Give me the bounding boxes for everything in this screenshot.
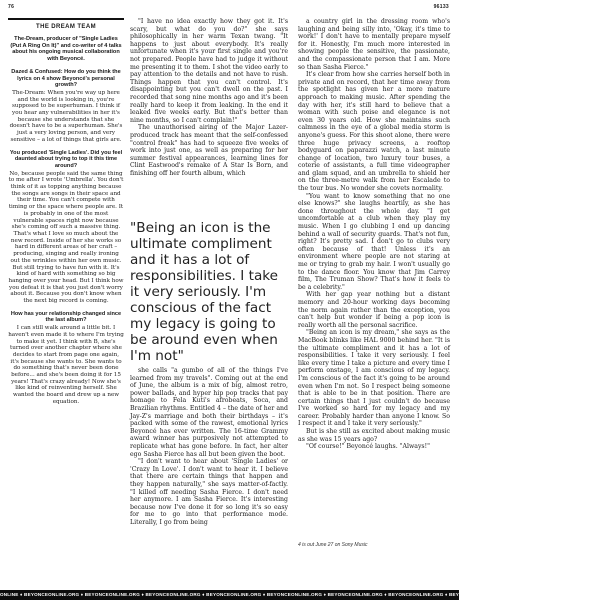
article-paragraph: "Of course!" Beyoncé laughs. "Always!" — [306, 443, 430, 451]
article-paragraph: "I have no idea exactly how they got it. It's scary, but what do you do?" she says philosophically in her warm Texan twang. "It happens to just about everybody. It's really unfortunate when it's your first single and you're not prepared. People have had to judge it without me presenting it to them. I shot the video early to pay attention to the details and not have to rush. Things happen that you can't control. It's disappointing but you can't dwell on the past. I recorded that song nine months ago and it's been really hard to keep it from leaking. In the end it leaked five weeks early. But that's better than nine months, so I can't complain!" — [130, 18, 288, 124]
pull-quote: "Being an icon is the ultimate compliment and it has a lot of responsibilities. I take it very seriously. I'm conscious of the fact my legacy is going to be around even when I'm not" — [130, 220, 279, 364]
sidebar-answer-3: I can still walk around a little bit. I haven't even made it to where I'm trying to make it yet. I think with B, she's turned over another chapter where she decides to start from page one again, it's because she wants to. She wants to do something that's never been done before... and she's been doing it for 15 years! That's crazy already! Now she's like kind of reinventing herself. She wanted the board and drew up a new equation. — [8, 325, 124, 405]
page-number: 76 — [8, 4, 15, 10]
issue-code: 96133 — [433, 4, 449, 10]
article-paragraph: a country girl in the dressing room who's laughing and being silly into, 'Okay, it's time to work!' I don't have to mentally prepare myself for it. Honestly, I'm much more interested in showing people the sensitive, the passionate, and the compassionate person that I am. More so than Sasha Fierce." — [298, 18, 450, 71]
sidebar-question-3: How has your relationship changed since the last album? — [10, 310, 122, 324]
sidebar-question-1: Dazed & Confused: How do you think the lyrics on 4 show Beyoncé's personal growth? — [11, 68, 121, 89]
sidebar-answer-1: The-Dream: When you're way up here and the world is looking in, you're supposed to be superhuman. I think if you hear any vulnerabilities in her it's because she understands that she doesn't have to be a superhuman. She's just a very loving person, and very sensitive – a lot of things that girls are. — [9, 89, 123, 143]
sidebar-answer-2: No, because people said the same thing to me after I wrote 'Umbrella'. You don't think of it as topping anything because the songs are songs in their space and their time. You can't compete with timing or the space where people are. It is probably in one of the most vulnerable spaces right now because she's coming off such a massive thing. That's what I love so much about the new record. Inside of her she works so hard in different areas of her craft – producing, singing and really ironing out the wrinkles within her own music. But still trying to have fun with it. It's kind of hard with something so big hanging over your head. But I think how you defeat it is that you just don't worry about it. Because you don't know when the next big record is coming. — [8, 170, 124, 305]
article-paragraph: It's clear from how she carries herself both in private and on record, that her time away from the spotlight has given her a more mature approach to making music. After spending the day with her, it's still hard to believe that a woman with such poise and elegance is not even 30 years old. How she maintains such calmness in the eye of a global media storm is anyone's guess. For this shoot alone, there were three huge privacy screens, a rooftop bodyguard on paparazzi watch, a last minute change of location, two luxury tour buses, a coterie of assistants, a full time videographer and glam squad, and an umbrella to shield her on the three-metre walk from her Escalade to the tour bus. No wonder she covets normality. — [298, 71, 450, 193]
article-paragraph: But is she still as excited about making music as she was 15 years ago? — [298, 428, 450, 443]
sidebar-title: THE DREAM TEAM — [36, 24, 96, 30]
article-paragraph: "I don't want to hear about 'Single Ladies' or 'Crazy In Love'. I don't want to hear it. I believe that there are certain things that happen and they happen naturally," she says matter-of-factly. "I killed off needing Sasha Fierce. I don't need her anymore. I am Sasha Fierce. It's interesting because now I've done it for so long it's so easy for me to go into that performance mode. Literally, I go from being — [130, 458, 288, 526]
sidebar-question-2: You produced 'Single Ladies'. Did you feel daunted about trying to top it this time around? — [9, 149, 123, 169]
article-paragraph: "Being an icon is my dream," she says as the MacBook blinks like HAL 9000 behind her. "It is the ultimate compliment and it has a lot of responsibilities. I take it very seriously. I feel like every time I take a picture and every time I perform onstage, I am conscious of my legacy. I'm conscious of the fact it's going to be around even when I'm not. So I respect being someone that is able to be in that position. There are certain things that I just couldn't do because I've worked so hard for my legacy and my career. Probably harder than anyone I know. So I respect it and I take it very seriously." — [298, 329, 450, 428]
sidebar-interview — [8, 18, 124, 406]
watermark-ticker: ONLINE ♦ BEYONCEONLINE.ORG ♦ BEYONCEONLINE.ORG ♦ BEYONCEONLINE.ORG ♦ BEYONCEONLINE.ORG ♦ BEYONCEONLINE.ORG ♦ BEYONCEONLINE.ORG ♦ BEYONCEONLINE.ORG ♦ BEYONCEONLINE.ORG ♦ BEYONCEONLINE.ORG ♦ BEYONCE — [0, 590, 459, 600]
article-paragraph: The unauthorised airing of the Major Lazer-produced track has meant that the self-confessed "control freak" has had to squeeze five weeks of work into just one, as well as preparing for her summer festival appearances, learning lines for Clint Eastwood's remake of A Star Is Born, and finishing off her fourth album, which — [130, 124, 288, 177]
article-paragraph: "You want to know something that no one else knows?" she laughs heartily, as she has done throughout the whole day. "I get uncomfortable at a club when they play my music. When I go clubbing I end up dancing behind a wall of security guards. That's not fun, right? It's pretty sad. I don't go to clubs very often because of that! Unless it's an environment where people are not staring at me or trying to grab my hair. I won't usually go to the dance floor. You know that Jim Carrey film, The Truman Show? That's how it feels to be a celebrity." — [298, 192, 450, 291]
release-credit: 4 is out June 27 on Sony Music — [298, 542, 368, 548]
article-column-2 — [298, 18, 450, 451]
article-paragraph: she calls "a gumbo of all of the things I've learned from my travels". Coming out at the end of June, the album is a mix of big, almost retro, power ballads, and hyper hip pop tracks that pay homage to Fela Kuti's afrobeats, Soca, and Brazilian rhythms. Entitled 4 – the date of her and Jay-Z's marriage and both their birthdays – it's packed with some of the rawest, emotional lyrics Beyoncé has ever written. The 16-time Grammy award winner has purposively not attempted to replicate what has gone before. In fact, her alter ego Sasha Fierce has all but been given the boot. — [130, 367, 288, 458]
sidebar-intro: The-Dream, producer of "Single Ladies (Put A Ring On It)" and co-writer of 4 talks about his ongoing musical collaboration with Beyoncé. — [10, 36, 122, 63]
article-column-1-bottom — [130, 367, 288, 526]
article-column-1-top — [130, 18, 288, 177]
article-paragraph: With her gap year nothing but a distant memory and 20-hour working days becoming the norm again rather than the exception, you can't help but wonder if being a pop icon is really worth all the personal sacrifice. — [298, 291, 450, 329]
sidebar-top-rule — [8, 18, 124, 20]
